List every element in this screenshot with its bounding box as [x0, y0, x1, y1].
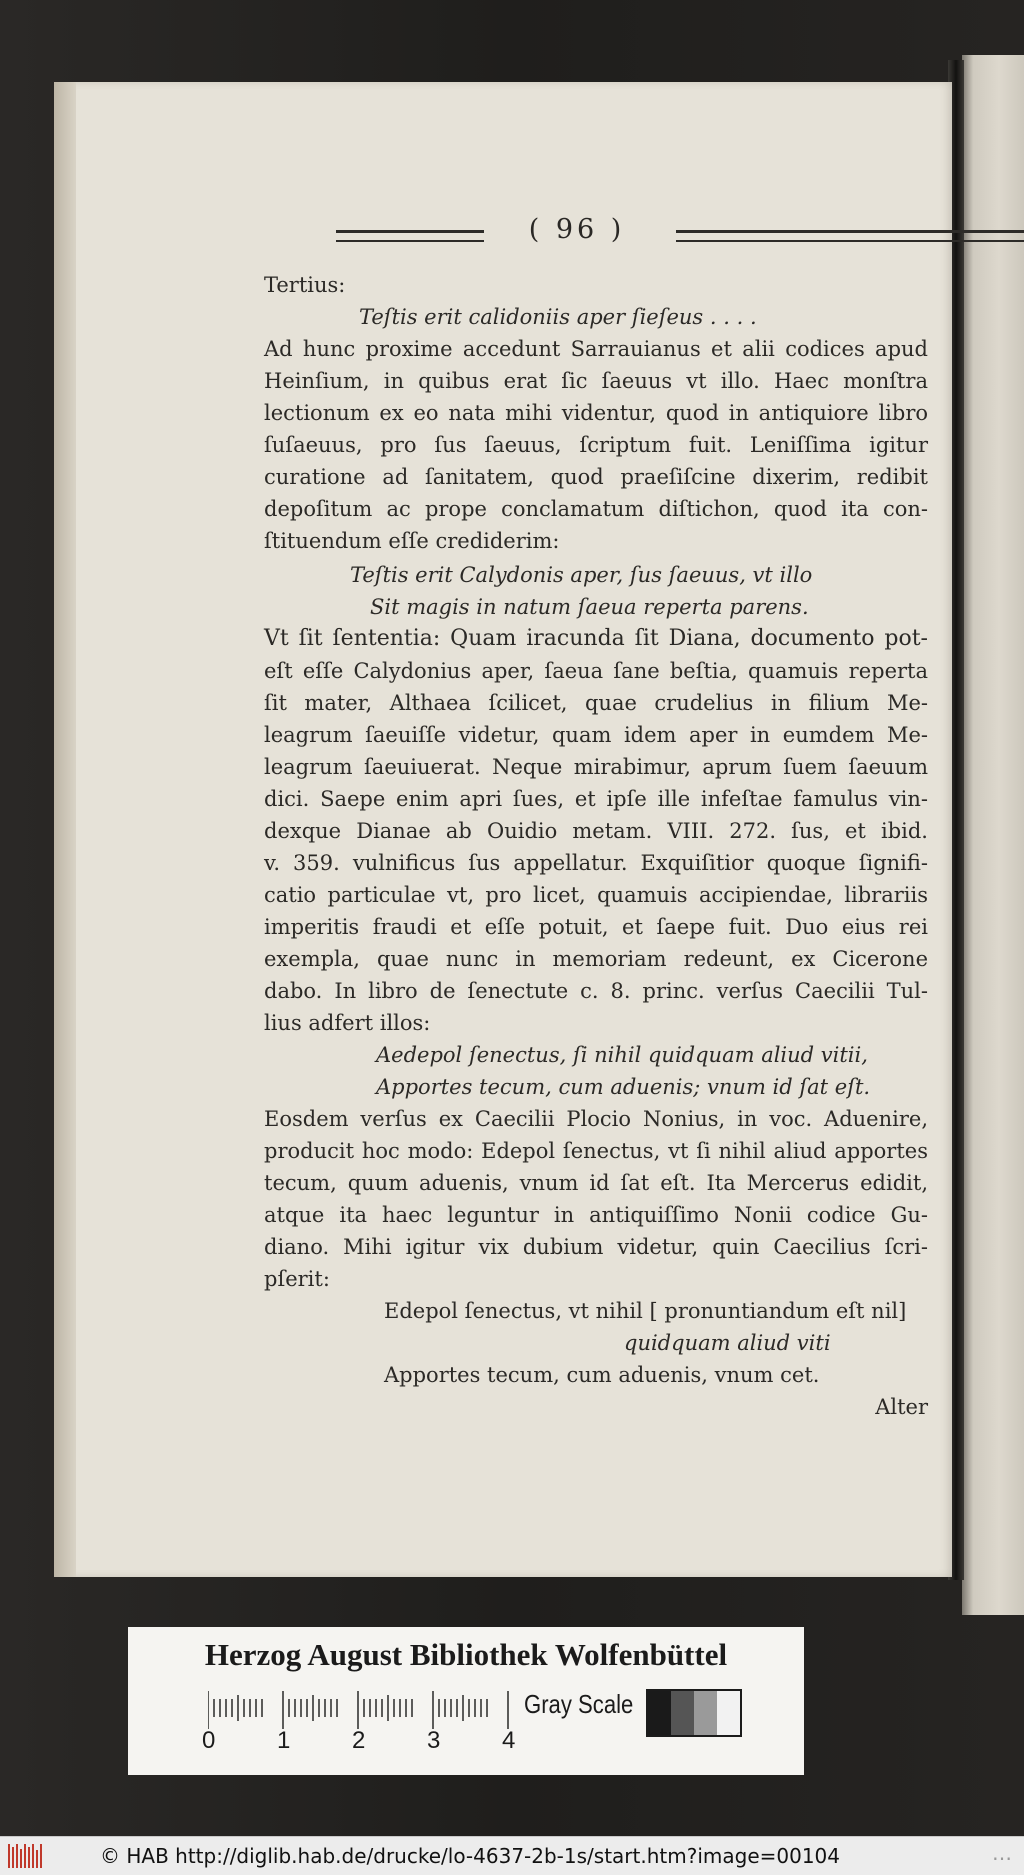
ruler-number: 4 — [502, 1727, 516, 1754]
verse-line: Teſtis erit Calydonis aper, ſus ſaeuus, vt illo — [350, 563, 813, 587]
text-line: ſuſaeuus, pro ſus ſaeuus, ſcriptum fuit. Leniſſima igitur — [264, 433, 928, 457]
page-number: ( 96 ) — [528, 214, 626, 245]
text-line: Tertius: — [264, 273, 346, 297]
text-line: leagrum ſaeuiuerat. Neque mirabimur, aprum ſuem ſaeuum — [264, 755, 928, 779]
gray-swatch — [671, 1691, 694, 1735]
page-edge-shading — [54, 82, 76, 1577]
page-header — [336, 214, 816, 250]
verse-line: quidquam aliud viti — [624, 1331, 831, 1355]
gray-scale-swatches — [646, 1689, 742, 1737]
header-rule-right — [676, 230, 1024, 242]
text-line: dici. Saepe enim apri ſues, et ipſe ille infeſtae famulus vin- — [264, 787, 928, 811]
text-line: imperitis fraudi et eſſe potuit, et ſaepe fuit. Duo eius rei — [264, 915, 928, 939]
text-line: lius adfert illos: — [264, 1011, 431, 1035]
source-url[interactable]: © HAB http://diglib.hab.de/drucke/lo-4637-2b-1s/start.htm?image=00104 — [100, 1844, 841, 1868]
text-line: depoſitum ac prope conclamatum diſtichon, quod ita con- — [264, 497, 928, 521]
gray-scale-label: Gray Scale — [524, 1689, 634, 1719]
catchword: Alter — [875, 1395, 928, 1419]
text-line: diano. Mihi igitur vix dubium videtur, quin Caecilius ſcri- — [264, 1235, 928, 1259]
verse-line: Edepol ſenectus, vt nihil [ pronuntiandum eſt nil] — [384, 1299, 907, 1323]
text-line: exempla, quae nunc in memoriam redeunt, ex Cicerone — [264, 947, 928, 971]
gray-swatch — [694, 1691, 717, 1735]
text-line: ſtituendum eſſe crediderim: — [264, 529, 560, 553]
more-button[interactable]: … — [992, 1841, 1012, 1865]
verse-line: Aedepol ſenectus, ſi nihil quidquam aliud vitii, — [376, 1043, 868, 1067]
text-line: Ad hunc proxime accedunt Sarrauianus et alii codices apud — [264, 337, 928, 361]
text-line: producit hoc modo: Edepol ſenectus, vt ſi nihil aliud apportes — [264, 1139, 928, 1163]
next-page-edge — [962, 55, 1024, 1615]
text-line: dexque Dianae ab Ouidio metam. VIII. 272. ſus, et ibid. — [264, 819, 928, 843]
status-bar — [0, 1836, 1024, 1875]
header-rule-left — [336, 230, 484, 242]
ruler-number: 1 — [277, 1727, 291, 1754]
text-line: v. 359. vulnificus ſus appellatur. Exquiſitior quoque ſignifi- — [264, 851, 928, 875]
ruler-number: 0 — [202, 1727, 216, 1754]
color-calibration-card — [128, 1627, 804, 1775]
hab-logo-icon — [8, 1844, 46, 1868]
text-line: leagrum ſaeuiſſe videtur, quam idem aper in eumdem Me- — [264, 723, 928, 747]
text-line: Heinſium, in quibus erat ſic ſaeuus vt illo. Haec monſtra — [264, 369, 928, 393]
verse-line: Apportes tecum, cum aduenis, vnum cet. — [384, 1363, 820, 1387]
verse-line: Apportes tecum, cum aduenis; vnum id ſat eſt. — [376, 1075, 871, 1099]
library-name: Herzog August Bibliothek Wolfenbüttel — [204, 1637, 728, 1672]
ruler-number: 2 — [352, 1727, 366, 1754]
text-line: tecum, quum aduenis, vnum id ſat eſt. Ita Mercerus edidit, — [264, 1171, 928, 1195]
text-line: dabo. In libro de ſenectute c. 8. princ. verſus Caecilii Tul- — [264, 979, 928, 1003]
gray-swatch — [717, 1691, 740, 1735]
gray-swatch — [648, 1691, 671, 1735]
text-line: pſerit: — [264, 1267, 330, 1291]
ruler-number: 3 — [427, 1727, 441, 1754]
verse-line: Sit magis in natum ſaeua reperta parens. — [370, 595, 809, 619]
text-line: catio particulae vt, pro licet, quamuis accipiendae, librariis — [264, 883, 928, 907]
text-line: Eosdem verſus ex Caecilii Plocio Nonius, in voc. Aduenire, — [264, 1107, 928, 1131]
text-line: ſit mater, Althaea ſcilicet, quae crudelius in filium Me- — [264, 691, 928, 715]
text-line: lectionum ex eo nata mihi videntur, quod in antiquiore libro — [264, 401, 928, 425]
verse-line: Teſtis erit calidoniis aper ſieſeus . . . . — [359, 305, 757, 329]
text-line: atque ita haec leguntur in antiquiſſimo Nonii codice Gu- — [264, 1203, 928, 1227]
text-line: curatione ad ſanitatem, quod praeſiſcine dixerim, redibit — [264, 465, 928, 489]
text-line: Vt ſit ſententia: Quam iracunda ſit Diana, documento pot- — [264, 626, 928, 651]
text-line: eſt eſſe Calydonius aper, ſaeua ſane beſtia, quamuis reperta — [264, 659, 928, 683]
